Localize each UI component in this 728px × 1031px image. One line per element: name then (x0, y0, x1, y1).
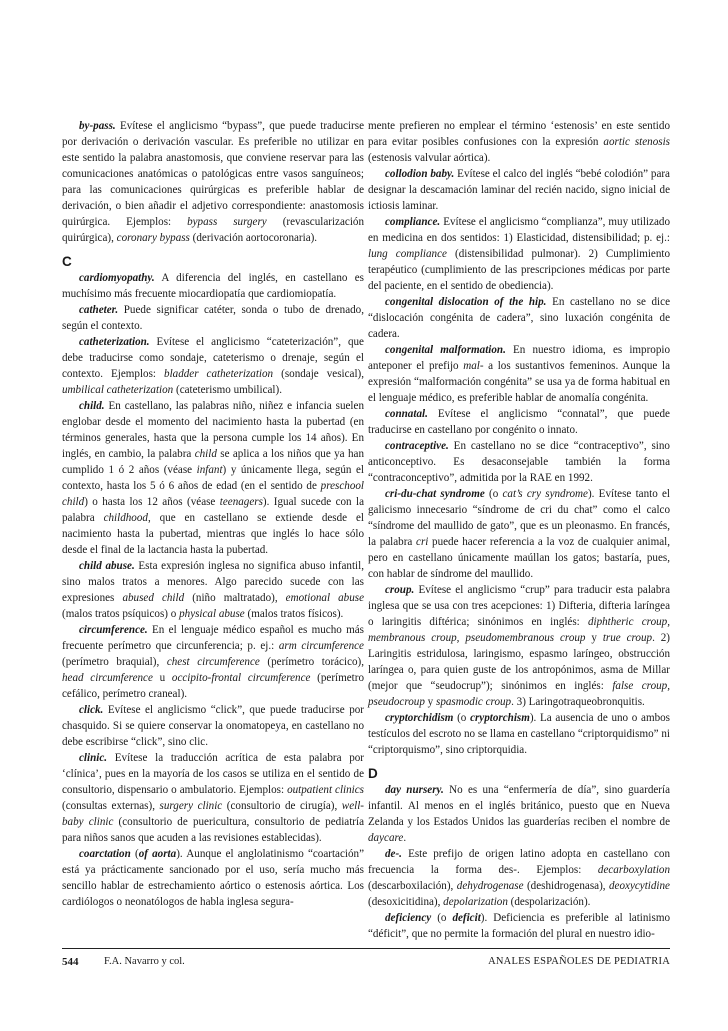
entry-collodion-baby: collodion baby. Evítese el calco del inglés “bebé colodión” para designar la descamación laminar del recién nacido, signo inicial de ictiosis laminar. (368, 168, 670, 212)
entry-term: collodion baby. (385, 168, 455, 180)
entry-child: child. En castellano, las palabras niño, niñez e infancia suelen englobar desde el momento del nacimiento hasta la pubertad (en términos generales, hasta que la persona cumple los 14 años). En inglés, en cambio, la palabra child se aplica a los niños que ya han cumplido 1 ó 2 años (véase infant) y únicamente llega, según el contexto, hasta los 5 ó 6 años de edad (en el sentido de preschool child) o hasta los 12 años (véase teenagers). Igual sucede con la palabra childhood, que en castellano se extiende desde el nacimiento hasta la pubertad, mientras que inglés lo hace sólo desde el final de la lactancia hasta la pubertad. (62, 400, 365, 556)
entry-term: by-pass. (79, 120, 116, 132)
entry-term: cri-du-chat syndrome (385, 488, 485, 500)
entry-term: cardiomyopathy. (79, 272, 155, 284)
entry-cardiomyopathy: cardiomyopathy. A diferencia del inglés, en castellano es muchísimo más frecuente miocardiopatía que cardiomiopatía. (62, 272, 364, 300)
entry-cryptorchidism: cryptorchidism (o cryptorchism). La ausencia de uno o ambos testículos del escroto no se llama en castellano “criptorquidismo” ni “criptorquismo”, sino criptorquidia. (368, 712, 670, 756)
entry-coarctation-continued: mente prefieren no emplear el término ‘estenosis’ en este sentido para evitar posibles confusiones con la expresión aortic stenosis (estenosis valvular aórtica). (368, 120, 670, 164)
section-heading-d: D (368, 766, 378, 781)
entry-term: connatal. (385, 408, 428, 420)
entry-congenital-dislocation: congenital dislocation of the hip. En castellano no se dice “dislocación congénita de cadera”, sino luxación congénita de cadera. (368, 296, 670, 340)
entry-coarctation: coarctation (of aorta). Aunque el anglolatinismo “coartación” está ya prácticamente sancionado por el uso, sería mucho más sencillo hablar de estrechamiento aórtico o estenosis aórtica. Los cardiólogos o neonatólogos de habla inglesa segura- (62, 848, 364, 908)
entry-term: child abuse. (79, 560, 135, 572)
entry-term: croup. (385, 584, 415, 596)
entry-term: compliance. (385, 216, 441, 228)
entry-term: circumference. (79, 624, 148, 636)
entry-catheterization: catheterization. Evítese el anglicismo “cateterización”, que debe traducirse como sondaje, cateterismo o drenaje, según el contexto. Ejemplos: bladder catheterization (sondaje vesical), umbilical catheterization (cateterismo umbilical). (62, 336, 365, 396)
entry-day-nursery: day nursery. No es una “enfermería de día”, sino guardería infantil. Al menos en el inglés británico, puesto que en Nueva Zelanda y los Estados Unidos las guarderías reciben el nombre de daycare. (368, 784, 670, 844)
running-author: F.A. Navarro y col. (104, 956, 185, 967)
entry-by-pass: by-pass. Evítese el anglicismo “bypass”, que puede traducirse por derivación o derivación vascular. Es preferible no utilizar en este sentido la palabra anastomosis, que conviene reservar para las comunicaciones anatómicas o patológicas entre vasos sanguíneos; para las comunicaciones quirúrgicas es preferible hablar de derivación, o bien añadir el adjetivo correspondiente: anastomosis quirúrgica. Ejemplos: bypass surgery (revascularización quirúrgica), coronary bypass (derivación aortocoronaria). (62, 120, 364, 244)
entry-term: congenital dislocation of the hip. (385, 296, 547, 308)
entry-term: deficiency (385, 912, 432, 924)
entry-term: contraceptive. (385, 440, 449, 452)
journal-name: ANALES ESPAÑOLES DE PEDIATRIA (488, 956, 670, 967)
entry-cri-du-chat: cri-du-chat syndrome (o cat’s cry syndrome). Evítese tanto el galicismo innecesario “síndrome de cri du chat” como el calco “síndrome del maullido de gato”, que es un pleonasmo. En francés, la palabra cri puede hacer referencia a la voz de cualquier animal, pero en castellano únicamente maúllan los gatos; bastaría, pues, con hablar de síndrome del maullido. (368, 488, 670, 580)
page-number: 544 (62, 956, 79, 968)
entry-circumference: circumference. En el lenguaje médico español es mucho más frecuente perímetro que circunferencia; p. ej.: arm circumference (perímetro braquial), chest circumference (perímetro torácico), head circumference u occipito-frontal circumference (perímetro cefálico, perímetro craneal). (62, 624, 365, 700)
footer-divider (62, 948, 670, 949)
entry-term: catheterization. (79, 336, 150, 348)
entry-de: de-. Este prefijo de origen latino adopta en castellano con frecuencia la forma des-. Ejemplos: decarboxylation (descarboxilación), dehydrogenase (deshidrogenasa), deoxycytidine (desoxicitidina), depolarization (despolarización). (368, 848, 670, 908)
entry-term: catheter. (79, 304, 119, 316)
entry-connatal: connatal. Evítese el anglicismo “connatal”, que puede traducirse en castellano por congénito o innato. (368, 408, 670, 436)
entry-term: coarctation (79, 848, 131, 860)
section-heading-c: C (62, 254, 72, 269)
entry-term: child. (79, 400, 105, 412)
entry-click: click. Evítese el anglicismo “click”, que puede traducirse por chasquido. Si se quiere conservar la onomatopeya, en castellano no debe escribirse “click”, sino clic. (62, 704, 364, 748)
entry-clinic: clinic. Evítese la traducción acrítica de esta palabra por ‘clínica’, pues en la mayoría de los casos se utiliza en el sentido de consultorio, dispensario o ambulatorio. Ejemplos: outpatient clinics (consultas externas), surgery clinic (consultorio de cirugía), well-baby clinic (consultorio de puericultura, consultorio de pediatría para niños sanos que acuden a las revisiones establecidas). (62, 752, 364, 844)
entry-term: click. (79, 704, 104, 716)
entry-contraceptive: contraceptive. En castellano no se dice “contraceptivo”, sino anticonceptivo. Es desaconsejable también la forma “contraconceptivo”, admitida por la RAE en 1992. (368, 440, 670, 484)
entry-deficiency: deficiency (o deficit). Deficiencia es preferible al latinismo “déficit”, que no permite la formación del plural en nuestro idio- (368, 912, 670, 940)
entry-child-abuse: child abuse. Esta expresión inglesa no significa abuso infantil, sino malos tratos a menores. Algo parecido sucede con las expresiones abused child (niño maltratado), emotional abuse (malos tratos psíquicos) o physical abuse (malos tratos físicos). (62, 560, 364, 620)
entry-term: cryptorchidism (385, 712, 454, 724)
entry-term: congenital malformation. (385, 344, 506, 356)
entry-term: clinic. (79, 752, 108, 764)
entry-term: de-. (385, 848, 402, 860)
entry-term: day nursery. (385, 784, 444, 796)
entry-croup: croup. Evítese el anglicismo “crup” para traducir esta palabra inglesa que se usa con tres acepciones: 1) Difteria, difteria laríngea o laringitis diftérica; sinónimos en inglés: diphtheric croup, membranous croup, pseudomembranous croup y true croup. 2) Laringitis estridulosa, laringismo, espasmo laríngeo, obstrucción laríngea o, para quien guste de los antropónimos, asma de Millar (mejor que “seudocrup”); sinónimos en inglés: false croup, pseudocroup y spasmodic croup. 3) Laringotraqueobronquitis. (368, 584, 670, 708)
entry-congenital-malformation: congenital malformation. En nuestro idioma, es impropio anteponer el prefijo mal- a los sustantivos femeninos. Aunque la expresión “malformación congénita” se usa ya de forma habitual en el lenguaje médico, es preferible hablar de anomalía congénita. (368, 344, 671, 404)
entry-compliance: compliance. Evítese el anglicismo “complianza”, muy utilizado en medicina en dos sentidos: 1) Elasticidad, distensibilidad; p. ej.: lung compliance (distensibilidad pulmonar). 2) Cumplimiento terapéutico (cumplimiento de las prescripciones médicas por parte del paciente, en el sentido de obediencia). (368, 216, 671, 292)
entry-catheter: catheter. Puede significar catéter, sonda o tubo de drenado, según el contexto. (62, 304, 364, 332)
right-column (368, 118, 670, 942)
left-column (62, 118, 364, 910)
